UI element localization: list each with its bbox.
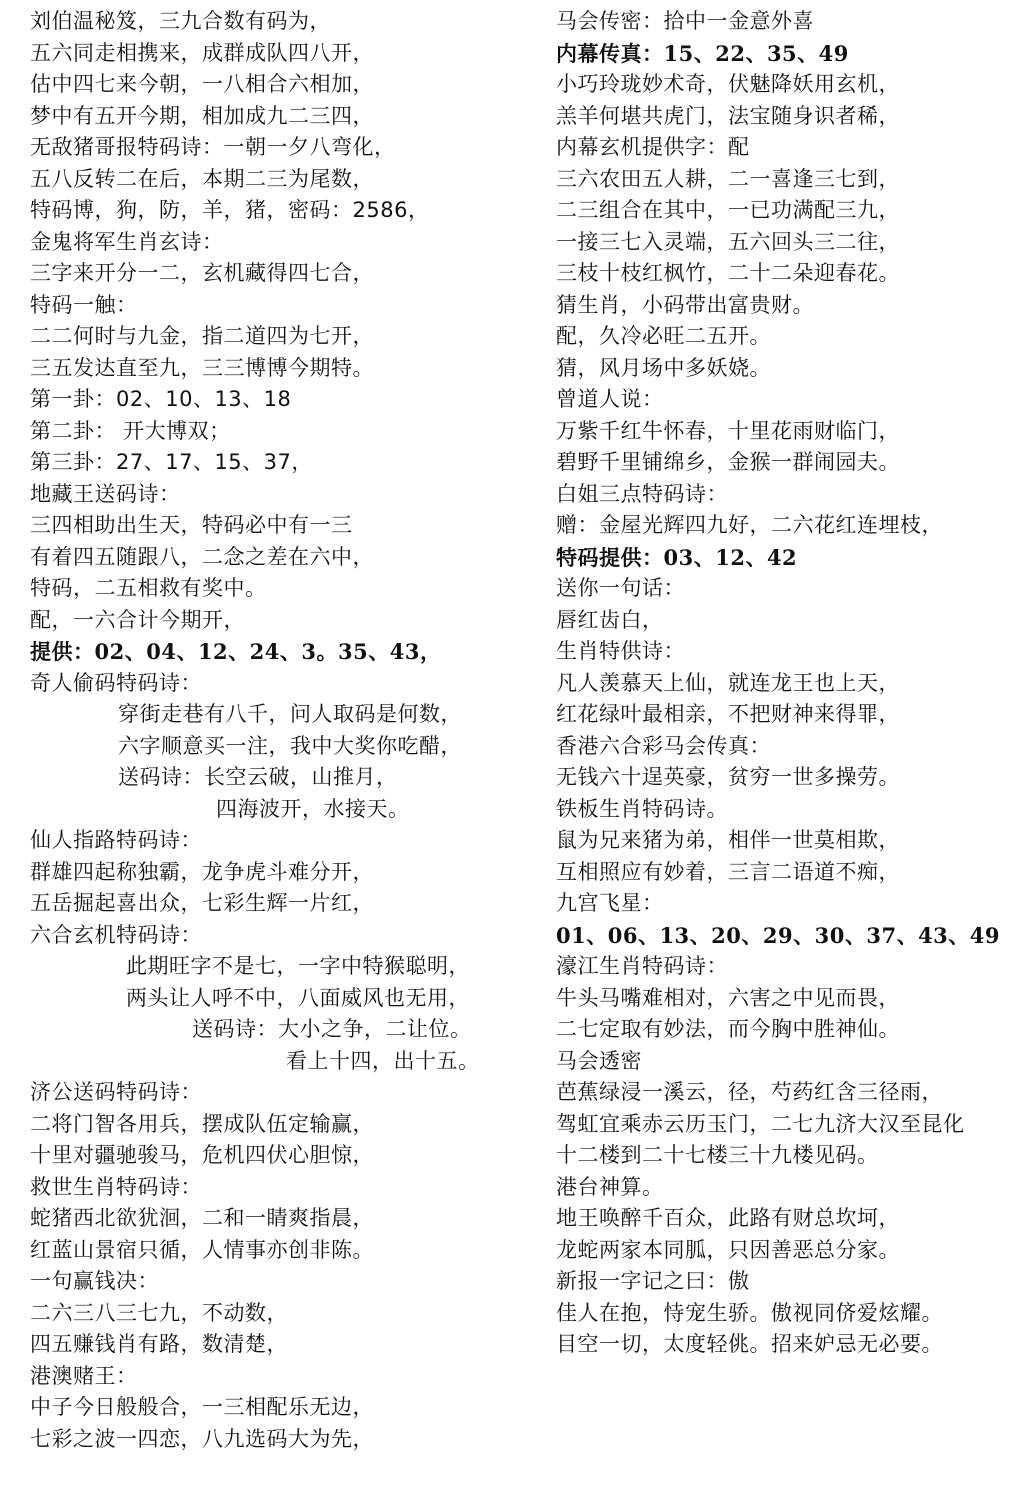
text-line: 地王唤醉千百众，此路有财总坎坷， xyxy=(556,1206,900,1230)
text-line: 特码，二五相救有奖中。 xyxy=(30,576,267,600)
text-line: 三六农田五人耕，二一喜逢三七到， xyxy=(556,166,900,191)
section-heading: 救世生肖特码诗： xyxy=(30,1174,202,1199)
numbers-line: 01、06、13、20、29、30、37、43、49 xyxy=(556,922,1001,948)
text-line: 龙蛇两家本同胍，只因善恶总分家。 xyxy=(556,1237,900,1262)
text-line: 三五发达直至九，三三博博今期特。 xyxy=(30,355,374,380)
text-line: 二三组合在其中，一已功满配三九， xyxy=(556,198,900,222)
numbers-line: 内幕传真：15、22、35、49 xyxy=(556,40,849,66)
text-line: 蛇猪西北欲犹洄，二和一睛爽指晨， xyxy=(30,1206,374,1230)
section-heading: 一句赢钱决： xyxy=(30,1269,159,1293)
text-line: 穿街走巷有八千，问人取码是何数， xyxy=(118,702,462,726)
text-line: 十二楼到二十七楼三十九楼见码。 xyxy=(556,1143,879,1167)
section-heading: 特码一触： xyxy=(30,292,138,317)
text-line: 第一卦：02、10、13、18 xyxy=(30,387,292,411)
text-line: 赠：金屋光辉四九好，二六花红连埋枝， xyxy=(556,513,943,537)
text-line: 三枝十枝红枫竹，二十二朵迎春花。 xyxy=(556,261,900,285)
text-line: 凡人羡慕天上仙，就连龙王也上天， xyxy=(556,670,900,695)
section-heading: 九宫飞星： xyxy=(556,891,664,915)
text-line: 三四相助出生天，特码必中有一三 xyxy=(30,513,353,537)
text-line: 羔羊何堪共虎门，法宝随身识者稀， xyxy=(556,103,900,128)
text-line: 此期旺字不是七，一字中特猴聪明， xyxy=(126,954,470,978)
section-heading: 金鬼将军生肖玄诗： xyxy=(30,229,224,254)
section-heading: 香港六合彩马会传真： xyxy=(556,733,771,758)
section-heading: 濠江生肖特码诗： xyxy=(556,954,728,978)
section-heading: 铁板生肖特码诗。 xyxy=(556,796,728,821)
section-heading: 奇人偷码特码诗： xyxy=(30,670,202,695)
text-line: 梦中有五开今期，相加成九二三四， xyxy=(30,103,374,128)
text-line: 万紫千红牛怀春，十里花雨财临门， xyxy=(556,418,900,443)
text-line: 送码诗：大小之争，二让位。 xyxy=(192,1017,472,1041)
text-line: 有着四五随跟八，二念之差在六中， xyxy=(30,544,374,569)
text-line: 五六同走相携来，成群成队四八开， xyxy=(30,40,374,65)
text-line: 中子今日般般合，一三相配乐无边， xyxy=(30,1395,374,1419)
text-line: 互相照应有妙着，三言二语道不痴， xyxy=(556,859,900,884)
section-heading: 港澳赌王： xyxy=(30,1363,138,1388)
text-line: 新报一字记之曰：傲 xyxy=(556,1269,750,1293)
section-heading: 曾道人说： xyxy=(556,387,664,411)
right-column xyxy=(556,6,1008,1361)
text-line: 芭蕉绿浸一溪云，径，芍药红含三径雨， xyxy=(556,1080,943,1104)
text-line: 四海波开，水接天。 xyxy=(216,796,410,821)
text-line: 第三卦：27、17、15、37， xyxy=(30,450,313,474)
section-heading: 马会透密 xyxy=(556,1048,642,1073)
text-line: 送码诗：长空云破，山推月， xyxy=(118,765,398,789)
text-line: 目空一切，太度轻佻。招来妒忌无必要。 xyxy=(556,1332,943,1356)
text-line: 群雄四起称独霸，龙争虎斗难分开， xyxy=(30,859,374,884)
text-line: 马会传密：拾中一金意外喜 xyxy=(556,9,814,33)
text-line: 碧野千里铺绵乡，金猴一群闹园夫。 xyxy=(556,450,900,474)
text-line: 鼠为兄来猪为弟，相伴一世莫相欺， xyxy=(556,828,900,852)
text-line: 猜，风月场中多妖娆。 xyxy=(556,355,771,380)
text-line: 无敌猪哥报特码诗：一朝一夕八弯化， xyxy=(30,135,396,159)
text-line: 二七定取有妙法，而今胸中胜神仙。 xyxy=(556,1017,900,1041)
text-line: 五岳掘起喜出众，七彩生辉一片红， xyxy=(30,891,374,915)
section-heading: 地藏王送码诗： xyxy=(30,481,181,506)
text-line: 猜生肖，小码带出富贵财。 xyxy=(556,292,814,317)
text-line: 五八反转二在后，本期二三为尾数， xyxy=(30,166,374,191)
text-line: 三字来开分一二，玄机藏得四七合， xyxy=(30,261,374,285)
text-line: 小巧玲珑妙术奇，伏魅降妖用玄机， xyxy=(556,72,900,96)
text-line: 内幕玄机提供字：配 xyxy=(556,135,750,159)
text-line: 一接三七入灵端，五六回头三二往， xyxy=(556,229,900,254)
text-line: 估中四七来今朝，一八相合六相加， xyxy=(30,72,374,96)
section-heading: 港台神算。 xyxy=(556,1174,664,1199)
text-line: 配，久冷必旺二五开。 xyxy=(556,324,771,348)
text-line: 无钱六十逞英豪，贫穷一世多操劳。 xyxy=(556,765,900,789)
text-line: 牛头马嘴难相对，六害之中见而畏， xyxy=(556,985,900,1010)
text-line: 唇红齿白， xyxy=(556,607,664,632)
text-line: 配，一六合计今期开， xyxy=(30,607,245,632)
section-heading: 六合玄机特码诗： xyxy=(30,922,202,947)
text-line: 七彩之波一四恋，八九选码大为先， xyxy=(30,1426,374,1451)
text-line: 驾虹宜乘赤云历玉门，二七九济大汉至昆化 xyxy=(556,1111,965,1136)
left-column xyxy=(30,6,530,1455)
text-line: 看上十四，出十五。 xyxy=(286,1048,480,1073)
section-heading: 送你一句话： xyxy=(556,576,685,600)
text-line: 第二卦： 开大博双； xyxy=(30,418,231,443)
section-heading: 仙人指路特码诗： xyxy=(30,828,202,852)
text-line: 二六三八三七九，不动数， xyxy=(30,1300,288,1325)
text-line: 四五赚钱肖有路，数清楚， xyxy=(30,1332,288,1356)
section-heading: 白姐三点特码诗： xyxy=(556,481,728,506)
text-line: 刘伯温秘笈，三九合数有码为， xyxy=(30,9,331,33)
text-line: 两头让人呼不中，八面威风也无用， xyxy=(126,985,470,1010)
text-line: 红花绿叶最相亲，不把财神来得罪， xyxy=(556,702,900,726)
text-line: 红蓝山景宿只循，人情事亦创非陈。 xyxy=(30,1237,374,1262)
text-line: 二将门智各用兵，摆成队伍定输赢， xyxy=(30,1111,374,1136)
section-heading: 生肖特供诗： xyxy=(556,639,685,663)
text-line: 特码博，狗，防，羊，猪，密码：2586， xyxy=(30,198,430,222)
text-line: 六字顺意买一注，我中大奖你吃醋， xyxy=(118,733,462,758)
text-line: 十里对疆驰骏马，危机四伏心胆惊， xyxy=(30,1143,374,1167)
text-line: 佳人在抱，恃宠生骄。傲视同侪爱炫耀。 xyxy=(556,1300,943,1325)
section-heading: 济公送码特码诗： xyxy=(30,1080,202,1104)
numbers-line: 特码提供：03、12、42 xyxy=(556,544,798,570)
text-line: 二二何时与九金，指二道四为七开， xyxy=(30,324,374,348)
numbers-line: 提供：02、04、12、24、3。35、43， xyxy=(30,639,442,664)
